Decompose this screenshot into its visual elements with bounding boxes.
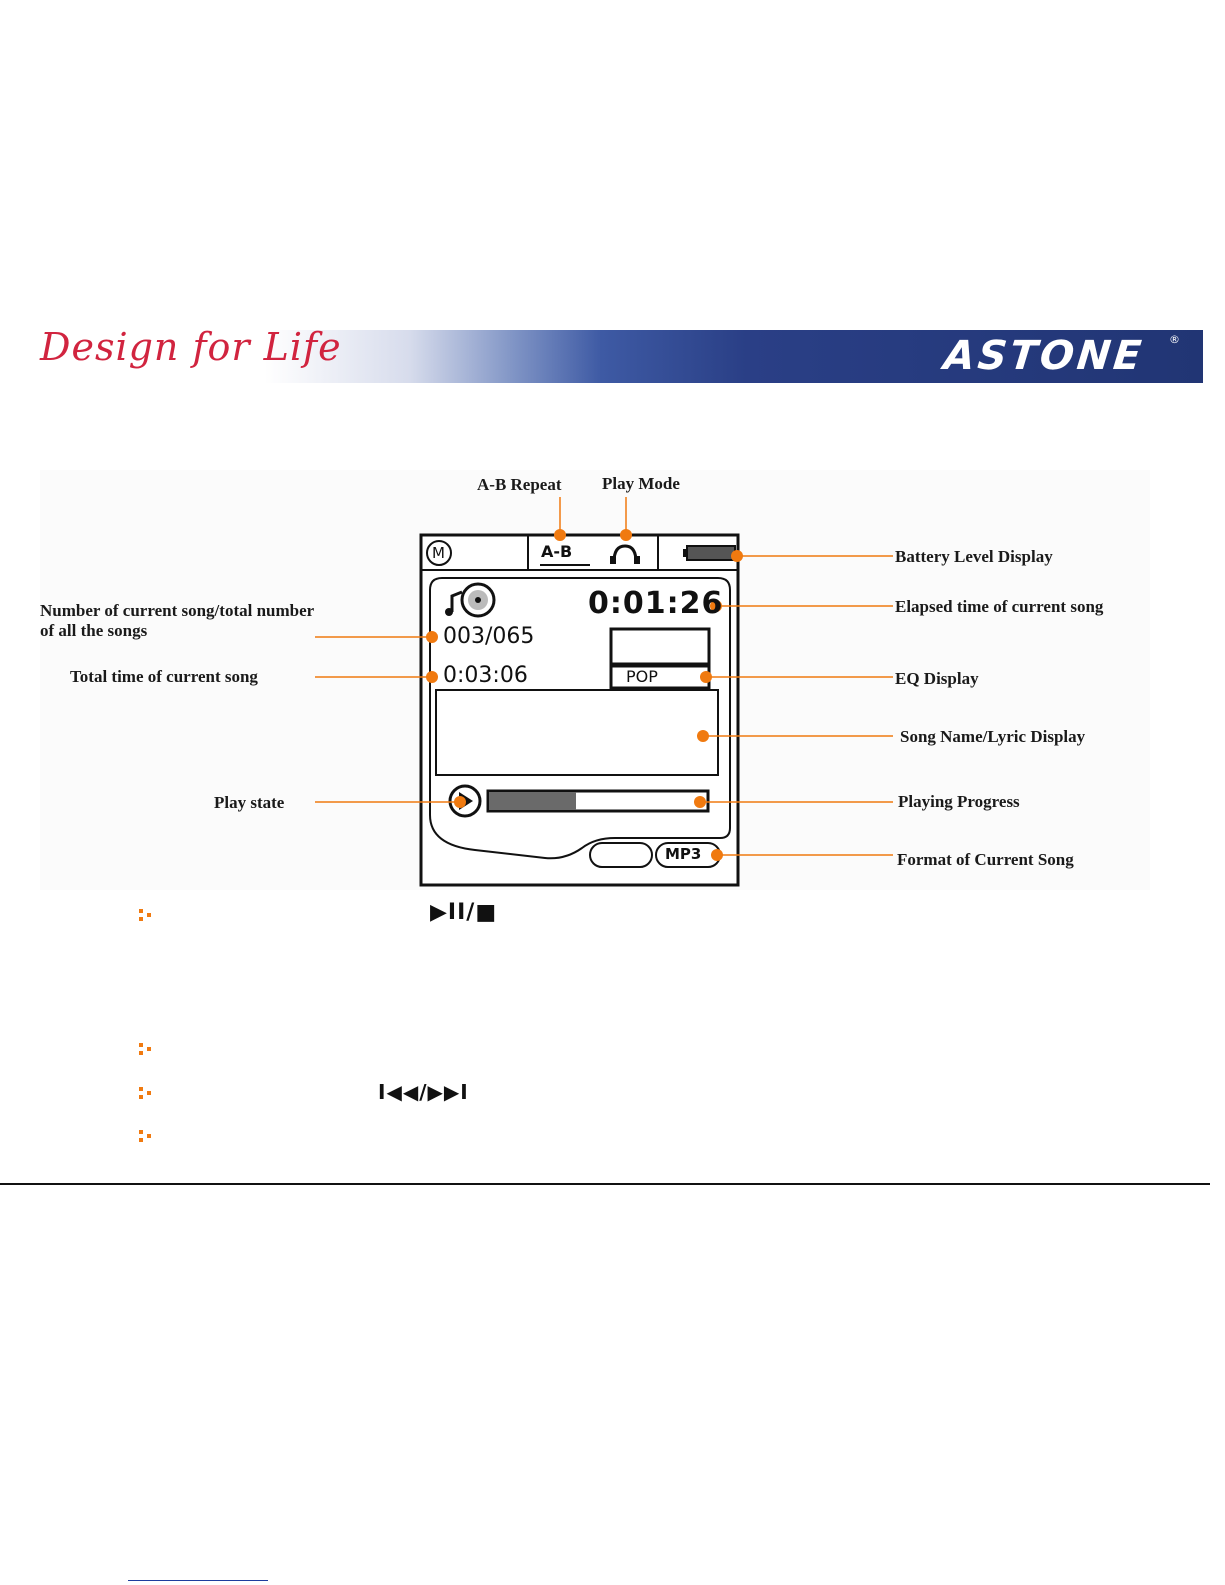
battery-icon — [683, 546, 735, 560]
song-name-box — [436, 690, 718, 775]
callout-dot — [700, 671, 712, 683]
bullet-icon — [139, 1043, 155, 1059]
callout-dot — [697, 730, 709, 742]
label-elapsed-time: Elapsed time of current song — [895, 597, 1104, 616]
format-blank-pill — [590, 843, 652, 867]
label-format: Format of Current Song — [897, 850, 1074, 869]
slogan: Design for Life — [40, 325, 342, 369]
bullet-icon — [139, 909, 155, 925]
label-total-time: Total time of current song — [70, 667, 258, 686]
label-playing-progress: Playing Progress — [898, 792, 1020, 811]
label-battery-level: Battery Level Display — [895, 547, 1053, 566]
callout-dot — [711, 849, 723, 861]
eq-value: POP — [626, 667, 658, 686]
total-time: 0:03:06 — [443, 663, 528, 688]
registered-mark: ® — [1169, 333, 1180, 346]
track-counter: 003/065 — [443, 624, 535, 649]
callout-dot — [694, 796, 706, 808]
label-track-number: Number of current song/total number of all the songs — [40, 601, 314, 640]
ab-indicator: A-B — [541, 542, 573, 561]
footer-link-underline — [128, 1580, 268, 1581]
callout-dot — [620, 529, 632, 541]
brand-logo: ASTONE — [941, 333, 1147, 379]
format-value: MP3 — [665, 845, 702, 863]
label-ab-repeat: A-B Repeat — [477, 475, 562, 494]
label-song-name: Song Name/Lyric Display — [900, 727, 1086, 746]
label-play-state: Play state — [214, 793, 285, 812]
label-play-mode: Play Mode — [602, 474, 680, 493]
mode-badge: M — [432, 544, 445, 562]
progress-fill — [489, 792, 576, 810]
elapsed-time: 0:01:26 — [588, 586, 724, 621]
callout-dot — [426, 671, 438, 683]
disc-icon — [462, 584, 494, 616]
page-divider — [0, 1183, 1210, 1185]
bullet-icon — [139, 1130, 155, 1146]
bullet-icon — [139, 1087, 155, 1103]
play-pause-stop-symbol: ▶II/■ — [430, 900, 498, 925]
label-eq-display: EQ Display — [895, 669, 979, 688]
callout-dot — [554, 529, 566, 541]
callout-dot — [426, 631, 438, 643]
callout-dot — [454, 796, 466, 808]
callout-dot — [731, 550, 743, 562]
prev-next-symbol: I◀◀/▶▶I — [378, 1080, 469, 1104]
